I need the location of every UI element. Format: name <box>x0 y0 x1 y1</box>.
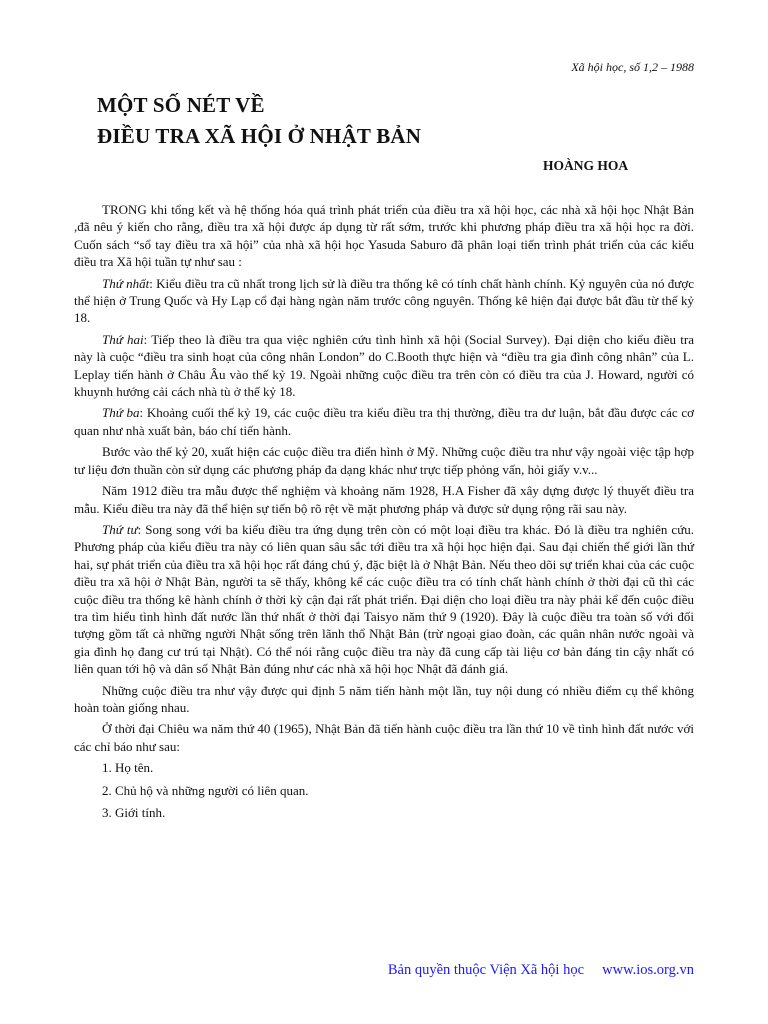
paragraph <box>74 443 694 478</box>
paragraph-text: Năm 1912 điều tra mẫu được thể nghiệm và khoảng năm 1928, H.A Fisher đã xây dựng được lý thuyết điều tra mẫu. Kiểu điều tra này đã thể hiện sự tiến bộ rõ rệt về mặt phương pháp và được sử dụng rộng rãi sau này. <box>74 483 694 516</box>
title-line-2: ĐIỀU TRA XÃ HỘI Ở NHẬT BẢN <box>97 124 422 148</box>
paragraph-lead: Thứ tư <box>102 521 138 537</box>
list-item: 2. Chủ hộ và những người có liên quan. <box>102 782 309 798</box>
paragraph <box>74 482 694 517</box>
paragraph-text: Những cuộc điều tra như vậy được qui định 5 năm tiến hành một lần, tuy nội dung có nhiều điểm cụ thể không hoàn toàn giống nhau. <box>74 682 694 715</box>
list-item: 1. Họ tên. <box>102 760 154 776</box>
paragraph <box>74 720 694 755</box>
list-item: 3. Giới tính. <box>102 805 166 820</box>
paragraph-lead: Thứ hai <box>102 331 144 347</box>
paragraph <box>74 682 694 717</box>
paragraph-text: TRONG khi tổng kết và hệ thống hóa quá trình phát triển của điều tra xã hội học, các nhà xã hội học Nhật Bản ,đã nêu ý kiến cho rằng, điều tra xã hội được áp dụng từ rất sớm, trước khi phương pháp điều tra xã hội học ra đời. Cuốn sách “sổ tay điều tra xã hội” của nhà xã hội học Yasuda Saburo đã phân loại tiến trình phát triển của các kiểu điều tra Xã hội tuần tự như sau : <box>74 202 694 270</box>
article-title <box>97 90 421 152</box>
paragraph-text: Ở thời đại Chiêu wa năm thứ 40 (1965), Nhật Bản đã tiến hành cuộc điều tra lần thứ 10 về tình hình đất nước với các chỉ báo như sau: <box>74 721 694 754</box>
paragraph-lead: Thứ ba <box>102 405 140 421</box>
paragraph-text: : Khoảng cuối thế kỷ 19, các cuộc điều tra kiểu điều tra thị thường, điều tra dư luận, bắt đầu được các cơ quan như nhà xuất bản, báo chí tiến hành. <box>74 405 694 438</box>
paragraph-text: Bước vào thế kỷ 20, xuất hiện các cuộc điều tra điển hình ở Mỹ. Những cuộc điều tra như vậy ngoài việc tập hợp tư liệu đơn thuần còn sử dụng các phương pháp đa dạng khác như trực tiếp phỏng vấn, hỏi giấy v.v... <box>74 444 694 477</box>
paragraph <box>74 404 694 439</box>
article-body <box>74 201 694 826</box>
copyright-footer: Bản quyền thuộc Viện Xã hội học www.ios.org.vn <box>387 962 694 978</box>
paragraph <box>74 521 694 678</box>
title-line-1: MỘT SỐ NÉT VỀ <box>97 93 265 117</box>
paragraph <box>74 275 694 327</box>
paragraph-text: : Kiểu điều tra cũ nhất trong lịch sử là điều tra thống kê có tính chất hành chính. Kỷ nguyên của nó được thể hiện ở Trung Quốc và Hy Lạp cổ đại hàng ngàn năm trước công nguyên. Thống kê hiện đại được bắt đầu từ thế kỷ 18. <box>74 275 694 326</box>
paragraph <box>74 201 694 271</box>
author-name: HOÀNG HOA <box>543 158 629 173</box>
paragraph-text: : Song song với ba kiểu điều tra ứng dụng trên còn có một loại điều tra khác. Đó là điều tra nghiên cứu. Phương pháp của kiểu điều tra này có liên quan sâu sắc tới điều tra xã hội học hiện đại. Sau đại chiến thế giới lần thứ hai, sự phát triển của điều tra xã hội học rất đáng chú ý, đặc biệt là ở Nhật Bản. Nếu theo dõi sự triển khai của các cuộc điều tra xã hội ở Nhật Bản, người ta sẽ thấy, không kể các cuộc điều tra có tính chất hành chính ở thời đại cũ thì các cuộc điều tra thống kê hành chính ở thời kỳ cận đại rất phát triển. Đại diện cho loại điều tra này phải kể đến cuộc điều tra tìm hiểu tình hình đất nước lần thứ nhất ở thời đại Taisyo năm thứ 9 (1920). Đây là cuộc điều tra toàn số với đối tượng gồm tất cả những người Nhật sống trên lãnh thổ Nhật Bản (trừ ngoại giao đoàn, các quân nhân nước ngoài và gia đình họ đang cư trú tại Nhật). Có thể nói rằng cuộc điều tra này đã cung cấp tài liệu cơ bản đáng tin cậy nhất có liên quan tới hộ và dân số Nhật Bản đúng như các nhà xã hội học Nhật đã đánh giá. <box>74 521 694 677</box>
paragraph <box>74 331 694 401</box>
paragraph-lead: Thứ nhất <box>102 275 150 291</box>
journal-reference: Xã hội học, số 1,2 – 1988 <box>571 60 694 74</box>
paragraph-text: : Tiếp theo là điều tra qua việc nghiên cứu tình hình xã hội (Social Survey). Đại diện cho kiểu điều tra này là cuộc “điều tra sinh hoạt của công nhân London” do C.Booth thực hiện và “điều tra gia đình công nhân” của L. Leplay tiến hành ở Châu Âu vào thế kỷ 19. Ngoài những cuộc điều tra trên còn có điều tra của J. Howard, người có khuynh hướng cải cách nhà tù ở thế kỷ 18. <box>74 331 694 400</box>
